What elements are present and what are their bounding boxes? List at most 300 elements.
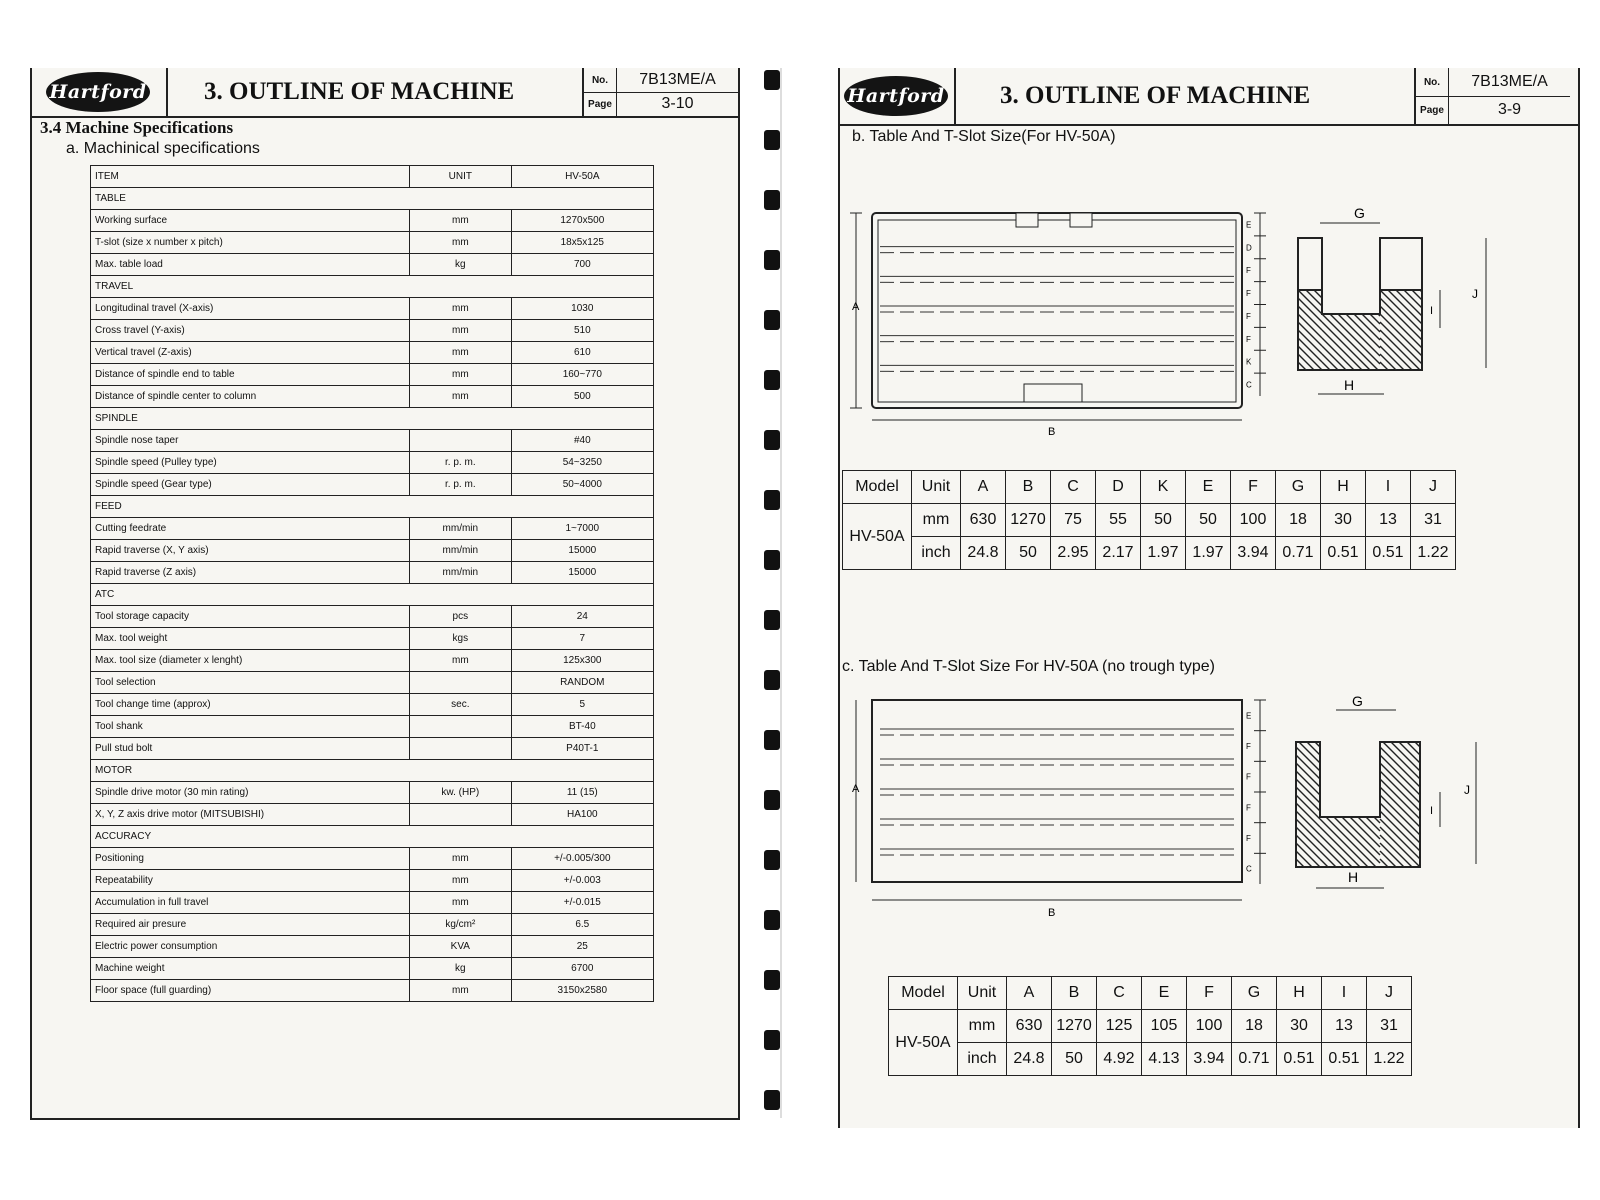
tslot-value-cell: 3.94	[1231, 537, 1276, 570]
spec-value-cell: 1270x500	[511, 210, 653, 232]
tslot-header-cell: F	[1187, 977, 1232, 1010]
hatch-line	[1380, 290, 1422, 332]
spec-section-label: MOTOR	[91, 760, 654, 782]
tslot-value-cell: 4.92	[1097, 1043, 1142, 1076]
tslot-value-cell: 100	[1231, 504, 1276, 537]
spec-unit-cell: mm	[410, 980, 512, 1002]
hatch-line	[1407, 742, 1420, 755]
hatch-line	[1326, 817, 1376, 867]
side-dim-label: C	[1246, 864, 1252, 874]
tslot-value-cell: 31	[1367, 1010, 1412, 1043]
spec-row	[91, 518, 654, 540]
spec-unit-cell: mm	[410, 320, 512, 342]
hatch-line	[1380, 298, 1422, 340]
tslot-header-cell: J	[1367, 977, 1412, 1010]
hatch-line	[1370, 314, 1380, 324]
spec-value-cell: +/-0.015	[511, 892, 653, 914]
spec-unit-cell: mm	[410, 650, 512, 672]
tslot-row	[889, 1043, 1412, 1076]
tslot-header-cell: B	[1052, 977, 1097, 1010]
spec-value-cell: 6.5	[511, 914, 653, 936]
tslot-value-cell: 1270	[1052, 1010, 1097, 1043]
tslot-value-cell: 1.97	[1186, 537, 1231, 570]
spec-value-cell: 500	[511, 386, 653, 408]
spec-row	[91, 738, 654, 760]
hatch-line	[1380, 330, 1420, 370]
hatch-line	[1380, 354, 1396, 370]
tslot-row	[843, 504, 1456, 537]
spec-item-cell: Max. tool weight	[91, 628, 410, 650]
hatch-line	[1380, 827, 1420, 867]
hatch-line	[1380, 338, 1412, 370]
tslot-value-cell: 18	[1276, 504, 1321, 537]
tslot-header-cell: I	[1366, 471, 1411, 504]
dim-i-label: I	[1430, 305, 1434, 317]
tslot-header-cell: Unit	[958, 977, 1007, 1010]
hatch-line	[1380, 763, 1420, 803]
hatch-line	[1396, 290, 1422, 316]
spec-row	[91, 870, 654, 892]
tslot-header-cell: B	[1006, 471, 1051, 504]
spec-item-cell: Tool shank	[91, 716, 410, 738]
binding-ring	[764, 550, 780, 570]
tslot-value-cell: 24.8	[1007, 1043, 1052, 1076]
spec-item-cell: Rapid traverse (X, Y axis)	[91, 540, 410, 562]
caption-b: b. Table And T-Slot Size(For HV-50A)	[852, 128, 1116, 145]
spec-item-cell: Tool change time (approx)	[91, 694, 410, 716]
spec-section-row	[91, 408, 654, 430]
tslot-value-cell: 24.8	[961, 537, 1006, 570]
spec-value-cell: #40	[511, 430, 653, 452]
spec-unit-cell: kg	[410, 958, 512, 980]
hatch-line	[1380, 819, 1420, 859]
spec-row	[91, 628, 654, 650]
side-dim-label: F	[1246, 742, 1251, 751]
spec-unit-cell: kg/cm²	[410, 914, 512, 936]
doc-info-box	[582, 68, 738, 116]
spec-item-cell: Required air presure	[91, 914, 410, 936]
spec-row	[91, 980, 654, 1002]
side-dim-label: F	[1246, 289, 1251, 299]
spec-item-cell: Machine weight	[91, 958, 410, 980]
side-dim-label: F	[1246, 772, 1251, 782]
spec-row	[91, 364, 654, 386]
binding-ring	[764, 310, 780, 330]
header-title: 3. OUTLINE OF MACHINE	[204, 78, 515, 105]
spec-row	[91, 694, 654, 716]
spec-unit-cell: mm	[410, 232, 512, 254]
tslot-header-cell: Model	[843, 471, 912, 504]
spec-section-label: ACCURACY	[91, 826, 654, 848]
tslot-value-cell: 2.95	[1051, 537, 1096, 570]
dim-g-label: G	[1352, 693, 1363, 709]
hatch-line	[1380, 314, 1422, 356]
tslot-header-cell: A	[1007, 977, 1052, 1010]
spec-item-cell: Max. table load	[91, 254, 410, 276]
header-title: 3. OUTLINE OF MACHINE	[1000, 82, 1311, 109]
right-page	[838, 68, 1580, 1128]
left-page	[30, 68, 740, 1120]
spec-value-cell: 700	[511, 254, 653, 276]
spec-section-label: FEED	[91, 496, 654, 518]
spec-value-cell: 1~7000	[511, 518, 653, 540]
binding-ring	[764, 1090, 780, 1110]
logo-box	[32, 68, 168, 116]
spec-unit-cell: mm/min	[410, 518, 512, 540]
spec-unit-cell	[410, 716, 512, 738]
spec-item-cell: Cross travel (Y-axis)	[91, 320, 410, 342]
spec-item-cell: Distance of spindle center to column	[91, 386, 410, 408]
spec-value-cell: 24	[511, 606, 653, 628]
hatch-line	[1380, 362, 1388, 370]
tslot-value-cell: 0.51	[1366, 537, 1411, 570]
page-label: Page	[584, 92, 617, 116]
spec-item-cell: Spindle speed (Pulley type)	[91, 452, 410, 474]
binding-ring	[764, 910, 780, 930]
spec-unit-cell	[410, 430, 512, 452]
tslot-table-b	[842, 470, 1456, 570]
side-dim-label: K	[1246, 357, 1252, 367]
side-dim-label: F	[1246, 334, 1251, 344]
spec-row	[91, 386, 654, 408]
spec-section-label: SPINDLE	[91, 408, 654, 430]
tslot-value-cell: 0.71	[1276, 537, 1321, 570]
hatch-line	[1322, 338, 1354, 370]
tslot-value-cell: 100	[1187, 1010, 1232, 1043]
spec-value-cell: 15000	[511, 562, 653, 584]
hatch-line	[1296, 851, 1312, 867]
tslot-header-cell: G	[1276, 471, 1321, 504]
binding-ring	[764, 190, 780, 210]
spec-item-cell: Max. tool size (diameter x lenght)	[91, 650, 410, 672]
hatch-line	[1320, 859, 1328, 867]
dim-j-label: J	[1464, 783, 1470, 797]
tslot-header-cell: K	[1141, 471, 1186, 504]
spec-value-cell: 18x5x125	[511, 232, 653, 254]
spec-unit-cell	[410, 738, 512, 760]
spec-section-row	[91, 188, 654, 210]
subsection-title: a. Machinical specifications	[66, 140, 260, 157]
spec-row	[91, 892, 654, 914]
doc-no-label: No.	[584, 68, 617, 92]
tslot-header-cell: G	[1232, 977, 1277, 1010]
spec-value-cell: 11 (15)	[511, 782, 653, 804]
spec-value-cell: 125x300	[511, 650, 653, 672]
page-number: 3-9	[1497, 101, 1522, 118]
tslot-value-cell: 31	[1411, 504, 1456, 537]
spec-row	[91, 298, 654, 320]
binding-ring	[764, 970, 780, 990]
dim-b-label: B	[1048, 907, 1056, 919]
spec-section-label: ATC	[91, 584, 654, 606]
hatch-line	[1320, 827, 1360, 867]
hatch-line	[1380, 851, 1396, 867]
spec-unit-cell: UNIT	[410, 166, 512, 188]
hatch-line	[1412, 290, 1422, 300]
spec-row	[91, 848, 654, 870]
doc-no-value: 7B13ME/A	[639, 71, 716, 88]
spec-item-cell: Tool selection	[91, 672, 410, 694]
tslot-header-cell: D	[1096, 471, 1141, 504]
page-header	[32, 68, 738, 118]
hatch-line	[1354, 314, 1380, 340]
dim-j-label: J	[1472, 287, 1478, 301]
spec-unit-cell: mm/min	[410, 562, 512, 584]
tslot-value-cell: 75	[1051, 504, 1096, 537]
side-dim-label: F	[1246, 803, 1251, 813]
spec-item-cell: Rapid traverse (Z axis)	[91, 562, 410, 584]
doc-info-box	[1414, 68, 1570, 124]
spec-row	[91, 606, 654, 628]
spec-item-cell: Floor space (full guarding)	[91, 980, 410, 1002]
spec-row	[91, 650, 654, 672]
hartford-logo: Hartford	[46, 72, 150, 112]
hatch-line	[1380, 755, 1420, 795]
spec-value-cell: HA100	[511, 804, 653, 826]
spec-unit-cell	[410, 672, 512, 694]
hatch-line	[1380, 803, 1420, 843]
spec-unit-cell: pcs	[410, 606, 512, 628]
tslot-value-cell: 55	[1096, 504, 1141, 537]
spec-row	[91, 540, 654, 562]
spec-section-label: TABLE	[91, 188, 654, 210]
spec-unit-cell: mm	[410, 892, 512, 914]
tslot-value-cell: 18	[1232, 1010, 1277, 1043]
hatch-line	[1298, 362, 1306, 370]
tslot-unit-cell: inch	[958, 1043, 1007, 1076]
spec-item-cell: Accumulation in full travel	[91, 892, 410, 914]
hatch-line	[1298, 354, 1314, 370]
spec-item-cell: Longitudinal travel (X-axis)	[91, 298, 410, 320]
dim-h-label: H	[1348, 869, 1359, 885]
hartford-logo: Hartford	[844, 76, 948, 116]
spec-item-cell: Vertical travel (Z-axis)	[91, 342, 410, 364]
spec-value-cell: 3150x2580	[511, 980, 653, 1002]
hatch-line	[1391, 742, 1420, 771]
tslot-model-cell: HV-50A	[843, 504, 912, 570]
spec-item-cell: ITEM	[91, 166, 410, 188]
hatch-line	[1380, 787, 1420, 827]
binding-ring	[764, 790, 780, 810]
hatch-line	[1307, 742, 1320, 755]
tslot-table-c	[888, 976, 1412, 1076]
doc-no-value: 7B13ME/A	[1471, 73, 1548, 90]
binding-ring	[764, 730, 780, 750]
spec-item-cell: T-slot (size x number x pitch)	[91, 232, 410, 254]
tslot-value-cell: 30	[1277, 1010, 1322, 1043]
hatch-line	[1314, 290, 1322, 298]
spec-unit-cell: r. p. m.	[410, 452, 512, 474]
hatch-line	[1380, 779, 1420, 819]
tslot-value-cell: 0.51	[1277, 1043, 1322, 1076]
hatch-line	[1322, 354, 1338, 370]
tslot-value-cell: 630	[1007, 1010, 1052, 1043]
spec-item-cell: X, Y, Z axis drive motor (MITSUBISHI)	[91, 804, 410, 826]
hatch-line	[1380, 771, 1420, 811]
binding-ring	[764, 670, 780, 690]
tslot-header-cell: A	[961, 471, 1006, 504]
tslot-detail-b	[1298, 205, 1486, 394]
spec-item-cell: Tool storage capacity	[91, 606, 410, 628]
hatch-line	[1330, 314, 1380, 364]
spec-value-cell: 25	[511, 936, 653, 958]
spec-value-cell: +/-0.003	[511, 870, 653, 892]
binding-ring	[764, 850, 780, 870]
hatch-line	[1380, 795, 1420, 835]
spec-value-cell: 7	[511, 628, 653, 650]
spec-row	[91, 452, 654, 474]
side-dim-label: F	[1246, 266, 1251, 276]
tslot-value-cell: 1.22	[1411, 537, 1456, 570]
spec-value-cell: 160~770	[511, 364, 653, 386]
spec-row	[91, 782, 654, 804]
tslot-row	[889, 1010, 1412, 1043]
tslot-header-cell: J	[1411, 471, 1456, 504]
spec-row	[91, 936, 654, 958]
tslot-header-cell: E	[1142, 977, 1187, 1010]
tslot-header-cell: C	[1097, 977, 1142, 1010]
tslot-header-cell: F	[1231, 471, 1276, 504]
hatch-line	[1322, 330, 1362, 370]
spec-section-row	[91, 496, 654, 518]
binding-ring	[764, 250, 780, 270]
spec-unit-cell: mm/min	[410, 540, 512, 562]
spec-unit-cell: kw. (HP)	[410, 782, 512, 804]
spec-row	[91, 716, 654, 738]
page-number: 3-10	[661, 95, 694, 112]
spec-item-cell: Cutting feedrate	[91, 518, 410, 540]
tslot-value-cell: 630	[961, 504, 1006, 537]
binding-ring	[764, 430, 780, 450]
tslot-value-cell: 1.22	[1367, 1043, 1412, 1076]
spec-item-cell: Working surface	[91, 210, 410, 232]
dim-b-label: B	[1048, 426, 1056, 438]
spec-value-cell: 15000	[511, 540, 653, 562]
tslot-value-cell: 3.94	[1187, 1043, 1232, 1076]
caption-c: c. Table And T-Slot Size For HV-50A (no trough type)	[842, 658, 1215, 675]
spec-item-cell: Spindle nose taper	[91, 430, 410, 452]
spec-unit-cell: mm	[410, 364, 512, 386]
dim-i-label: I	[1430, 805, 1434, 817]
spec-unit-cell: mm	[410, 210, 512, 232]
spec-item-cell: Distance of spindle end to table	[91, 364, 410, 386]
spec-value-cell: +/-0.005/300	[511, 848, 653, 870]
table-drawing-c	[840, 692, 1578, 922]
spec-table	[90, 165, 654, 1002]
tslot-unit-cell: mm	[958, 1010, 1007, 1043]
spec-value-cell: 610	[511, 342, 653, 364]
tslot-value-cell: 0.51	[1321, 537, 1366, 570]
tslot-value-cell: 1270	[1006, 504, 1051, 537]
spec-unit-cell: r. p. m.	[410, 474, 512, 496]
hatch-line	[1404, 290, 1422, 308]
binding-ring	[764, 370, 780, 390]
spec-section-row	[91, 826, 654, 848]
hatch-line	[1350, 817, 1380, 847]
page-header	[840, 68, 1578, 126]
tslot-unit-cell: inch	[912, 537, 961, 570]
tslot-header-cell: Model	[889, 977, 958, 1010]
tslot-header-cell: H	[1277, 977, 1322, 1010]
spec-section-label: TRAVEL	[91, 276, 654, 298]
side-dim-label: F	[1246, 834, 1251, 843]
spec-row	[91, 166, 654, 188]
tslot-value-cell: 0.51	[1322, 1043, 1367, 1076]
spec-item-cell: Spindle speed (Gear type)	[91, 474, 410, 496]
spec-item-cell: Spindle drive motor (30 min rating)	[91, 782, 410, 804]
spec-unit-cell: kgs	[410, 628, 512, 650]
hatch-line	[1380, 322, 1422, 364]
spec-unit-cell: mm	[410, 298, 512, 320]
spec-section-row	[91, 276, 654, 298]
side-dim-label: E	[1246, 711, 1252, 721]
spec-item-cell: Positioning	[91, 848, 410, 870]
tslot-model-cell: HV-50A	[889, 1010, 958, 1076]
spec-section-row	[91, 760, 654, 782]
hatch-line	[1380, 306, 1422, 348]
spec-row	[91, 804, 654, 826]
spec-row	[91, 210, 654, 232]
spec-value-cell: 54~3250	[511, 452, 653, 474]
hatch-line	[1296, 859, 1304, 867]
hatch-line	[1320, 851, 1336, 867]
tslot-value-cell: 50	[1052, 1043, 1097, 1076]
binding-ring	[764, 130, 780, 150]
tslot-value-cell: 50	[1186, 504, 1231, 537]
tslot-value-cell: 30	[1321, 504, 1366, 537]
tslot-header-cell: H	[1321, 471, 1366, 504]
binding-ring	[764, 610, 780, 630]
hatch-line	[1306, 290, 1322, 306]
spec-value-cell: 6700	[511, 958, 653, 980]
spec-section-row	[91, 584, 654, 606]
spec-row	[91, 958, 654, 980]
tslot-value-cell: 50	[1141, 504, 1186, 537]
dim-g-label: G	[1354, 205, 1365, 221]
tslot-row	[843, 537, 1456, 570]
spec-value-cell: BT-40	[511, 716, 653, 738]
hatch-line	[1380, 747, 1420, 787]
tslot-value-cell: 105	[1142, 1010, 1187, 1043]
hatch-line	[1322, 362, 1330, 370]
spec-row	[91, 232, 654, 254]
tslot-unit-cell: mm	[912, 504, 961, 537]
spec-row	[91, 914, 654, 936]
spec-unit-cell: mm	[410, 870, 512, 892]
table-drawing-b	[840, 198, 1578, 498]
hatch-line	[1342, 817, 1380, 855]
spec-value-cell: P40T-1	[511, 738, 653, 760]
tslot-header-cell: Unit	[912, 471, 961, 504]
spec-unit-cell: sec.	[410, 694, 512, 716]
tslot-header-row	[889, 977, 1412, 1010]
spec-unit-cell: KVA	[410, 936, 512, 958]
tslot-header-row	[843, 471, 1456, 504]
spec-value-cell: RANDOM	[511, 672, 653, 694]
hatch-line	[1380, 811, 1420, 851]
spec-row	[91, 320, 654, 342]
spec-unit-cell	[410, 804, 512, 826]
spec-unit-cell: mm	[410, 848, 512, 870]
dim-h-label: H	[1344, 377, 1355, 393]
spec-unit-cell: mm	[410, 386, 512, 408]
tslot-value-cell: 1.97	[1141, 537, 1186, 570]
spec-row	[91, 474, 654, 496]
spec-value-cell: 50~4000	[511, 474, 653, 496]
hatch-line	[1366, 817, 1380, 831]
tslot-header-cell: E	[1186, 471, 1231, 504]
logo-box	[840, 68, 956, 124]
